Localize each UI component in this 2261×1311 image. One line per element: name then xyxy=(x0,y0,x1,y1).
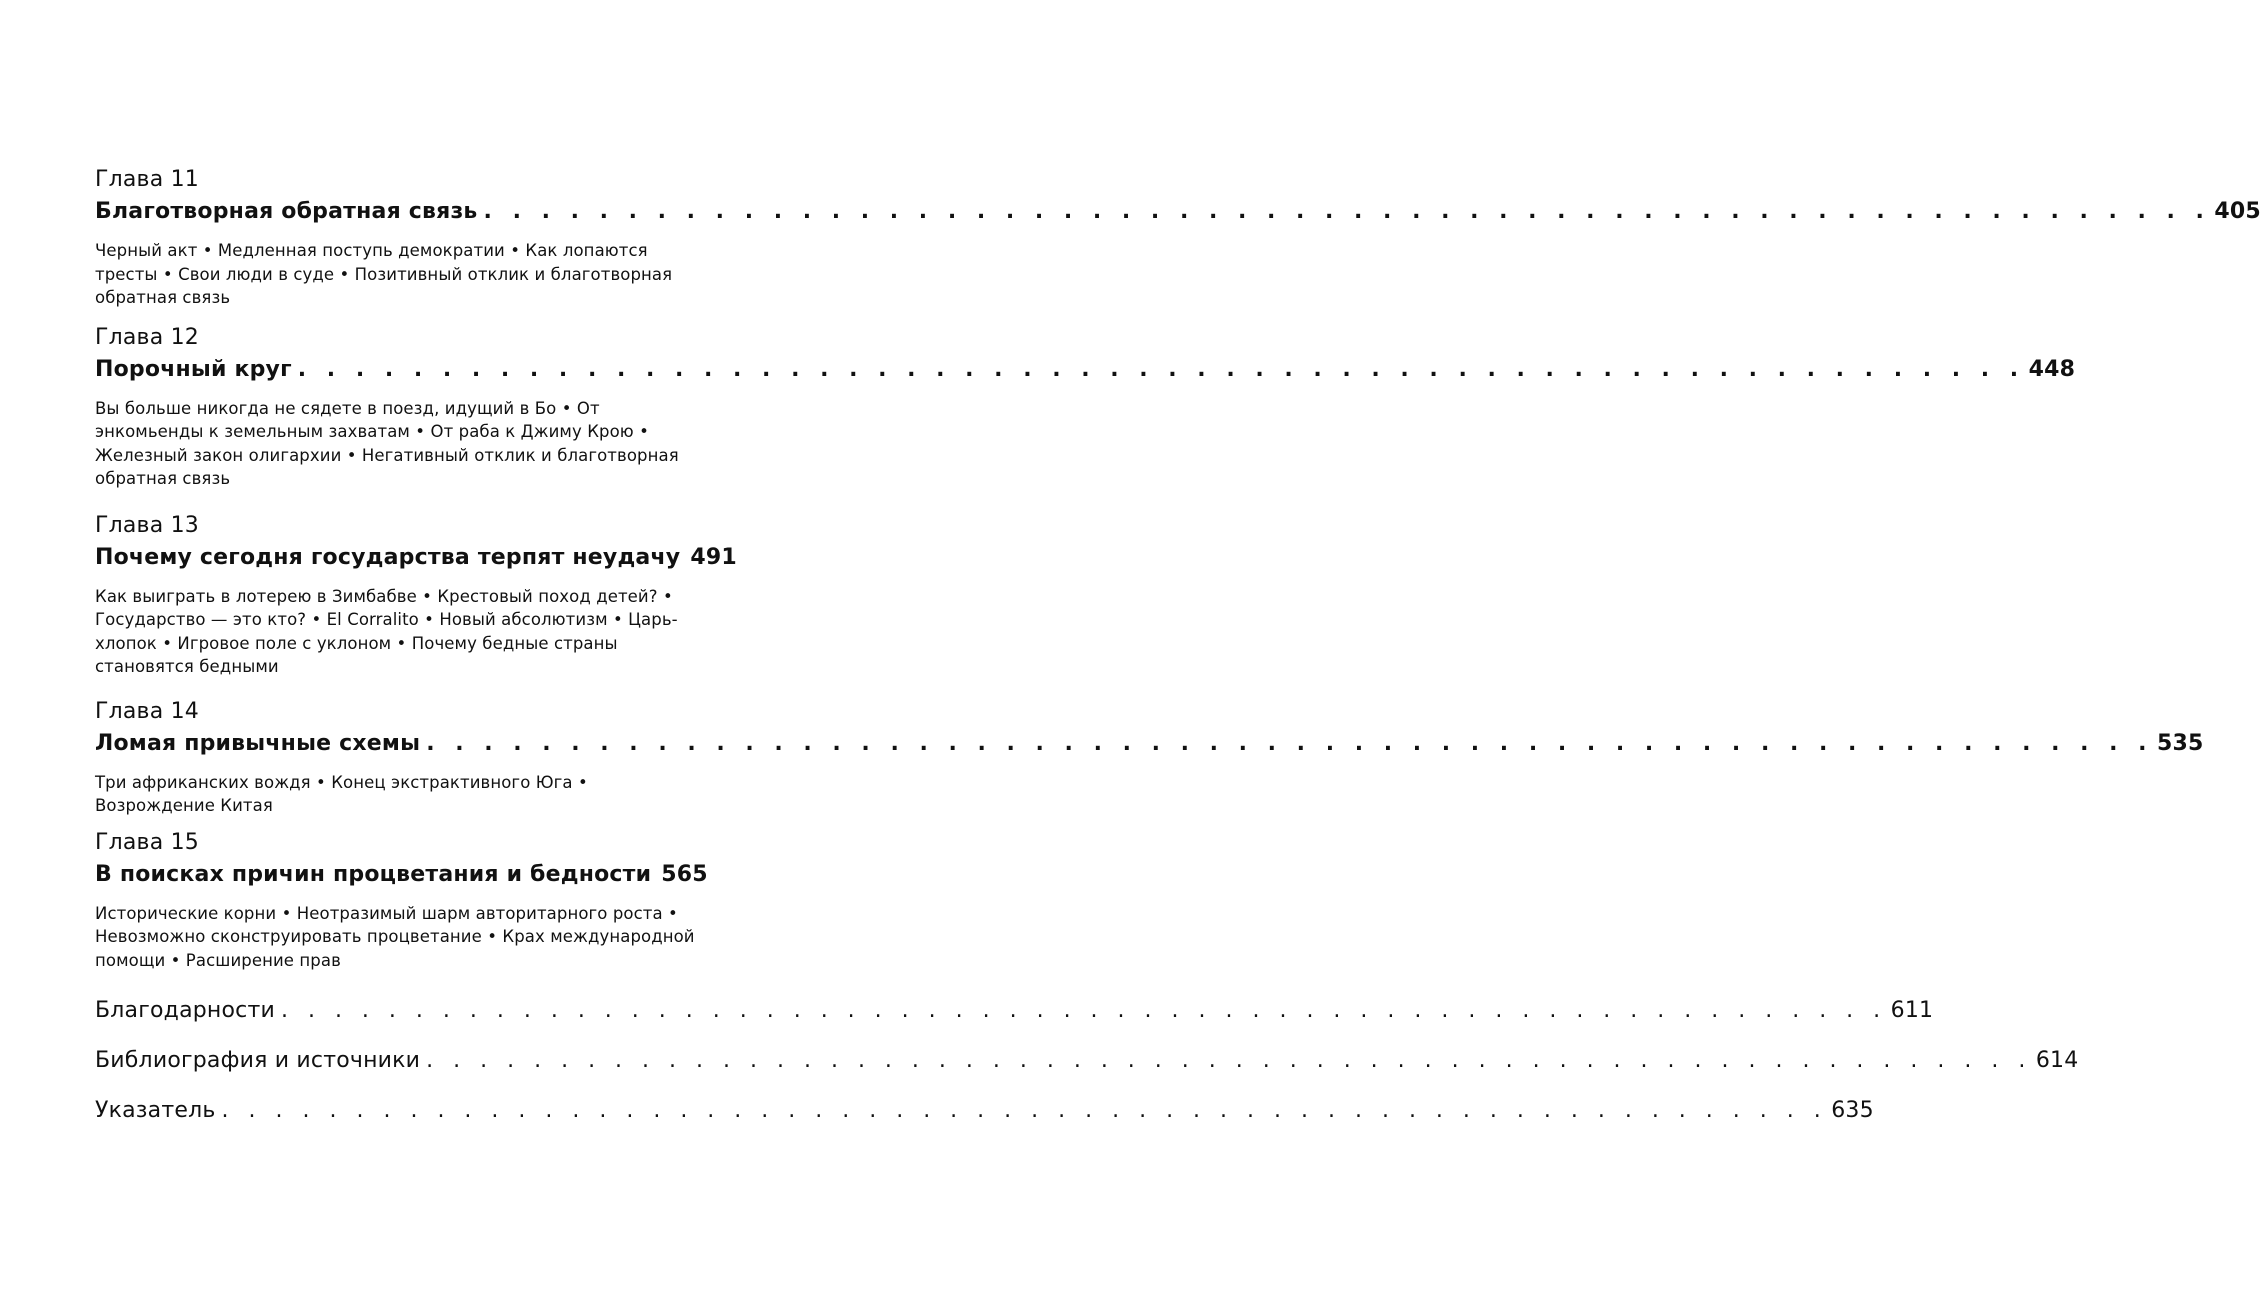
chapter-summary: Исторические корни • Неотразимый шарм авторитарного роста • Невозможно сконструировать процветание • Крах международной помощи • Расширение прав xyxy=(95,903,695,970)
chapter-title: Почему сегодня государства терпят неудачу xyxy=(95,544,681,570)
chapter-label: Глава 12 xyxy=(95,324,199,350)
dot-leader xyxy=(426,727,2153,761)
chapter-title: Ломая привычные схемы xyxy=(95,730,421,756)
chapter-title-line[interactable] xyxy=(95,727,2204,761)
page-number: 491 xyxy=(690,544,737,570)
chapter-label: Глава 11 xyxy=(95,167,199,192)
dot-leader xyxy=(222,1096,1828,1126)
chapter-15 xyxy=(95,828,708,973)
chapter-summary: Три африканских вождя • Конец экстрактивного Юга • Возрождение Китая xyxy=(95,772,588,815)
chapter-summary: Как выиграть в лотерею в Зимбабве • Крестовый поход детей? • Государство — это кто? • El Corralito • Новый абсолютизм • Царь-хлопок • Игровое поле с уклоном • Почему бедные страны становятся бедными xyxy=(95,586,678,676)
page-number: 635 xyxy=(1831,1098,1874,1123)
chapter-label: Глава 15 xyxy=(95,829,199,855)
chapter-title-line[interactable] xyxy=(95,195,2261,229)
backmatter-acknowledgements[interactable] xyxy=(95,996,1934,1026)
chapter-summary: Вы больше никогда не сядете в поезд, идущий в Бо • От энкомьенды к земельным захватам • От раба к Джиму Крою • Железный закон олигархии • Негативный отклик и благотворная обратная связь xyxy=(95,398,679,488)
dot-leader xyxy=(426,1046,2032,1076)
chapter-14 xyxy=(95,697,2204,818)
chapter-12 xyxy=(95,323,2076,491)
page-number: 611 xyxy=(1890,998,1934,1023)
chapter-label: Глава 13 xyxy=(95,512,199,538)
chapter-summary: Черный акт • Медленная поступь демократии • Как лопаются тресты • Свои люди в суде • Позитивный отклик и благотворная обратная связь xyxy=(95,241,673,307)
chapter-13 xyxy=(95,511,737,679)
dot-leader xyxy=(298,353,2025,387)
chapter-11 xyxy=(95,165,2261,310)
chapter-title: Порочный круг xyxy=(95,356,292,382)
chapter-title: Благотворная обратная связь xyxy=(95,199,478,224)
page-number: 535 xyxy=(2157,730,2204,756)
page-number: 614 xyxy=(2035,1048,2079,1073)
chapter-title-line[interactable] xyxy=(95,541,737,575)
page-number: 405 xyxy=(2214,199,2261,224)
backmatter-title: Указатель xyxy=(95,1098,216,1123)
dot-leader xyxy=(281,996,1887,1026)
backmatter-title: Библиография и источники xyxy=(95,1048,421,1073)
chapter-title-line[interactable] xyxy=(95,353,2076,387)
chapter-title: В поисках причин процветания и бедности xyxy=(95,861,652,887)
page-number: 565 xyxy=(661,861,708,887)
dot-leader xyxy=(484,195,2211,229)
table-of-contents xyxy=(95,165,2261,1126)
chapter-title-line[interactable] xyxy=(95,858,708,892)
chapter-label: Глава 14 xyxy=(95,698,199,724)
backmatter-bibliography[interactable] xyxy=(95,1046,2079,1076)
backmatter-index[interactable] xyxy=(95,1096,1874,1126)
page-number: 448 xyxy=(2028,356,2076,382)
backmatter-title: Благодарности xyxy=(95,998,275,1023)
